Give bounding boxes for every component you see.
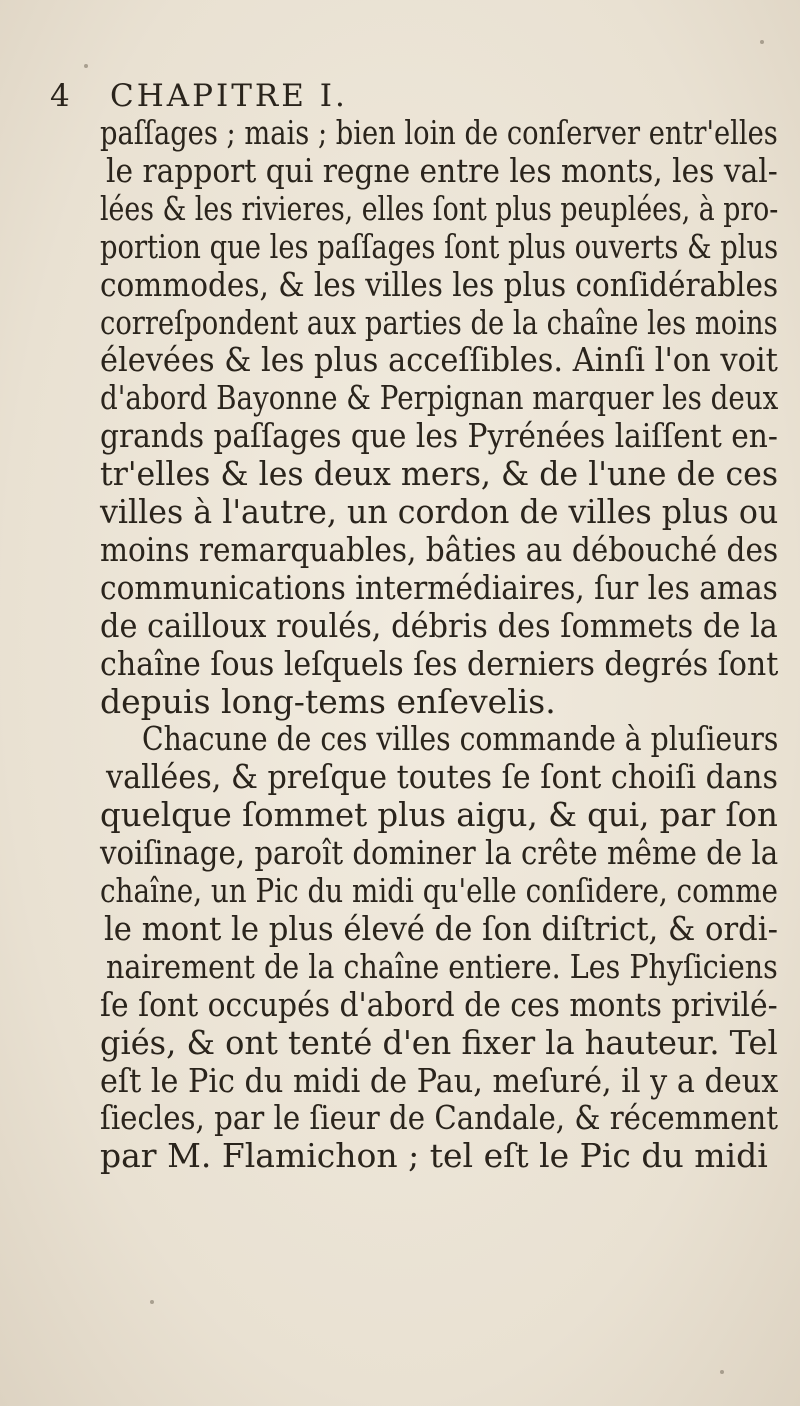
text-line: portion que les paſſages ſont plus ouverts & plus xyxy=(100,226,779,266)
text-line: communications intermédiaires, ſur les amas xyxy=(100,567,778,607)
text-line: chaîne, un Pic du midi qu'elle conſidere, comme xyxy=(100,871,778,910)
running-title: CHAPITRE I. xyxy=(110,78,348,114)
text-line: nairement de la chaîne entiere. Les Phyſiciens xyxy=(106,946,778,986)
text-line: depuis long-tems enſevelis. xyxy=(100,681,556,721)
page-number: 4 xyxy=(50,78,73,114)
paper-speck xyxy=(720,1370,724,1374)
text-line: moins remarquables, bâties au débouché des xyxy=(100,529,779,569)
text-line: ſe ſont occupés d'abord de ces monts privilé- xyxy=(100,984,778,1024)
text-line: chaîne ſous leſquels ſes derniers degrés ſont xyxy=(100,643,779,683)
text-line: commodes, & les villes les plus conſidérables xyxy=(100,264,779,304)
text-line: vallées, & preſque toutes ſe ſont choiſi dans xyxy=(106,757,779,797)
text-line: eſt le Pic du midi de Pau, meſuré, il y a deux xyxy=(100,1060,779,1100)
text-line: tr'elles & les deux mers, & de l'une de ces xyxy=(100,454,779,494)
text-line: voiſinage, paroît dominer la crête même de la xyxy=(100,833,779,873)
text-line: ſiecles, par le ſieur de Candale, & récemment xyxy=(100,1098,778,1138)
text-line: correſpondent aux parties de la chaîne les moins xyxy=(100,302,778,342)
text-line: d'abord Bayonne & Perpignan marquer les deux xyxy=(100,378,779,418)
text-line: Chacune de ces villes commande à pluſieurs xyxy=(142,719,779,759)
text-line: giés, & ont tenté d'en fixer la hauteur. Tel xyxy=(100,1022,778,1062)
text-line: quelque ſommet plus aigu, & qui, par ſon xyxy=(100,795,778,835)
text-line: élevées & les plus acceſſibles. Ainſi l'on voit xyxy=(100,340,778,380)
paper-speck xyxy=(150,1300,154,1304)
paper-speck xyxy=(760,40,764,44)
text-line: paſſages ; mais ; bien loin de conſerver entr'elles xyxy=(100,113,778,152)
text-line: lées & les rivieres, elles ſont plus peuplées, à pro- xyxy=(100,188,779,228)
paper-speck xyxy=(84,64,88,68)
text-line: le mont le plus élevé de ſon diſtrict, & ordi- xyxy=(104,908,778,948)
text-line: grands paſſages que les Pyrénées laiſſent en- xyxy=(100,416,778,456)
text-line: par M. Flamichon ; tel eſt le Pic du midi xyxy=(100,1136,768,1176)
text-line: le rapport qui regne entre les monts, les val- xyxy=(106,150,778,190)
text-line: de cailloux roulés, débris des ſommets de la xyxy=(100,605,778,645)
text-line: villes à l'autre, un cordon de villes plus ou xyxy=(100,492,779,531)
